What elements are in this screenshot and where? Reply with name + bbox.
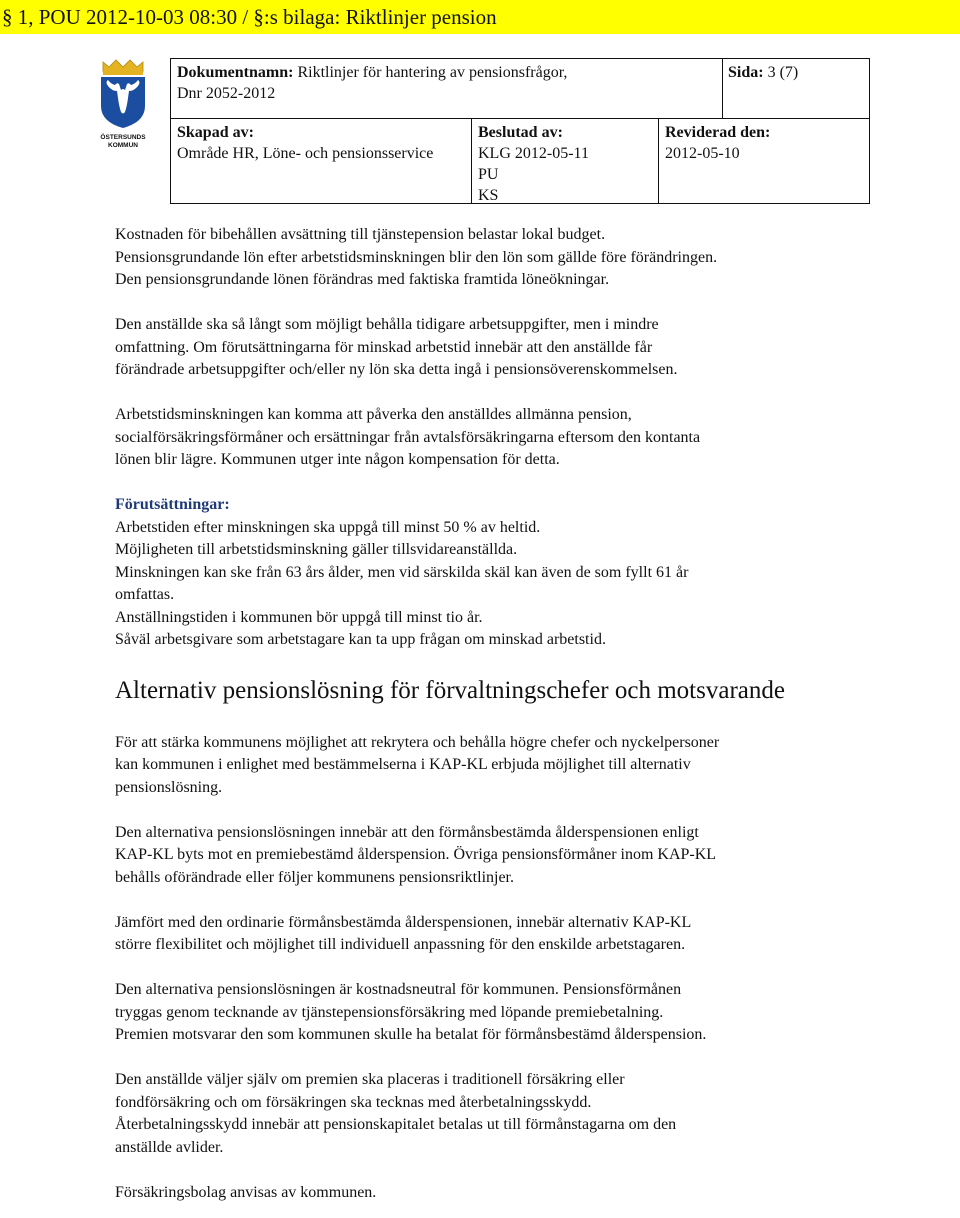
created-by-label: Skapad av:	[177, 124, 254, 141]
dnr-value: Dnr 2052-2012	[177, 85, 276, 102]
text-line: omfattning. Om förutsättningarna för minskad arbetstid innebär att den anställde får	[115, 338, 653, 356]
text-line: Den alternativa pensionslösningen är kostnadsneutral för kommunen. Pensionsförmånen	[115, 981, 682, 998]
text-line: Anställningstiden i kommunen bör uppgå till minst tio år.	[115, 608, 483, 626]
text-line: större flexibilitet och möjlighet till individuell anpassning för den enskilde arbetstagaren.	[115, 936, 686, 953]
text-line: fondförsäkring och om försäkringen ska tecknas med återbetalningsskydd.	[115, 1093, 592, 1111]
logo-text-line1: ÖSTERSUNDS	[100, 134, 146, 141]
text-line: kan kommunen i enlighet med bestämmelserna i KAP-KL erbjuda möjlighet till alternativ	[115, 756, 691, 773]
text-line: lönen blir lägre. Kommunen utger inte någon kompensation för detta.	[115, 451, 560, 468]
text-line: anställde avlider.	[115, 1138, 224, 1156]
document-body	[115, 224, 855, 1218]
text-line: Möjligheten till arbetstidsminskning gäller tillsvidareanställda.	[115, 541, 518, 558]
text-line: Pensionsgrundande lön efter arbetstidsminskningen blir den lön som gällde före förändringen.	[115, 248, 718, 266]
logo-text-line2: KOMMUN	[108, 142, 138, 149]
text-line: Kostnaden för bibehållen avsättning till tjänstepension belastar lokal budget.	[115, 226, 606, 243]
document-header-table	[170, 58, 870, 204]
paragraph-effects	[115, 404, 855, 472]
decided-by-cell	[471, 119, 658, 203]
section-heading-alternative-pension: Alternativ pensionslösning för förvaltningschefer och motsvarande	[115, 676, 785, 704]
created-by-value: Område HR, Löne- och pensionsservice	[177, 145, 434, 162]
prerequisites-heading: Förutsättningar:	[115, 496, 230, 513]
text-line: Arbetstidsminskningen kan komma att påverka den anställdes allmänna pension,	[115, 406, 632, 423]
text-line: socialförsäkringsförmåner och ersättningar från avtalsförsäkringarna eftersom den kontanta	[115, 428, 701, 446]
paragraph-description	[115, 822, 855, 890]
coat-of-arms-icon	[95, 58, 151, 150]
text-line: tryggas genom tecknande av tjänstepensionsförsäkring med löpande premiebetalning.	[115, 1003, 664, 1021]
document-banner: § 1, POU 2012-10-03 08:30 / §:s bilaga: Riktlinjer pension	[0, 0, 960, 34]
revised-label: Reviderad den:	[665, 124, 771, 141]
decided-by-label: Beslutad av:	[478, 124, 563, 141]
text-line: Arbetstiden efter minskningen ska uppgå till minst 50 % av heltid.	[115, 518, 541, 536]
text-line: förändrade arbetsuppgifter och/eller ny lön ska detta ingå i pensionsöverenskommelsen.	[115, 361, 678, 378]
document-name-value: Riktlinjer för hantering av pensionsfrågor,	[297, 64, 568, 81]
text-line: behålls oförändrade eller följer kommunens pensionsriktlinjer.	[115, 868, 514, 886]
document-name-cell	[177, 62, 717, 104]
page-number-cell	[722, 59, 869, 119]
text-line: omfattas.	[115, 586, 175, 603]
revised-cell	[658, 119, 869, 203]
ostersunds-kommun-logo	[95, 58, 151, 150]
text-line: Såväl arbetsgivare som arbetstagare kan ta upp frågan om minskad arbetstid.	[115, 631, 606, 648]
text-line: Försäkringsbolag anvisas av kommunen.	[115, 1183, 377, 1201]
text-line: Den pensionsgrundande lönen förändras med faktiska framtida löneökningar.	[115, 271, 610, 288]
paragraph-purpose	[115, 732, 855, 800]
created-by-cell	[171, 119, 471, 203]
text-line: Premien motsvarar den som kommunen skulle ha betalat för förmånsbestämd ålderspension.	[115, 1026, 707, 1043]
text-line: pensionslösning.	[115, 778, 223, 796]
text-line: Återbetalningsskydd innebär att pensionskapitalet betalas ut till förmånstagarna om den	[115, 1116, 677, 1133]
text-line: Minskningen kan ske från 63 års ålder, men vid särskilda skäl kan även de som fyllt 61 år	[115, 563, 689, 581]
decided-by-value: KLG 2012-05-11	[478, 145, 589, 162]
decided-by-value: PU	[478, 166, 499, 183]
header-row-meta	[171, 119, 869, 203]
paragraph-choice	[115, 1069, 855, 1159]
text-line: KAP-KL byts mot en premiebestämd ålderspension. Övriga pensionsförmåner inom KAP-KL	[115, 846, 717, 863]
text-line: Den alternativa pensionslösningen innebär att den förmånsbestämda ålderspensionen enligt	[115, 823, 699, 841]
paragraph-cost-neutral	[115, 979, 855, 1047]
paragraph-cost	[115, 224, 855, 292]
page-label: Sida:	[728, 64, 764, 81]
paragraph-tasks	[115, 314, 855, 382]
paragraph-insurer	[115, 1182, 855, 1205]
paragraph-comparison	[115, 912, 855, 957]
text-line: Den anställde väljer själv om premien ska placeras i traditionell försäkring eller	[115, 1071, 625, 1088]
text-line: Jämfört med den ordinarie förmånsbestämda ålderspensionen, innebär alternativ KAP-KL	[115, 913, 692, 931]
paragraph-prerequisites	[115, 494, 855, 652]
page-value: 3 (7)	[767, 64, 799, 81]
document-name-label: Dokumentnamn:	[177, 64, 294, 81]
header-row-document	[171, 59, 869, 119]
revised-value: 2012-05-10	[665, 145, 740, 162]
decided-by-value: KS	[478, 187, 499, 204]
text-line: För att stärka kommunens möjlighet att rekrytera och behålla högre chefer och nyckelpersoner	[115, 733, 720, 751]
text-line: Den anställde ska så långt som möjligt behålla tidigare arbetsuppgifter, men i mindre	[115, 316, 659, 333]
